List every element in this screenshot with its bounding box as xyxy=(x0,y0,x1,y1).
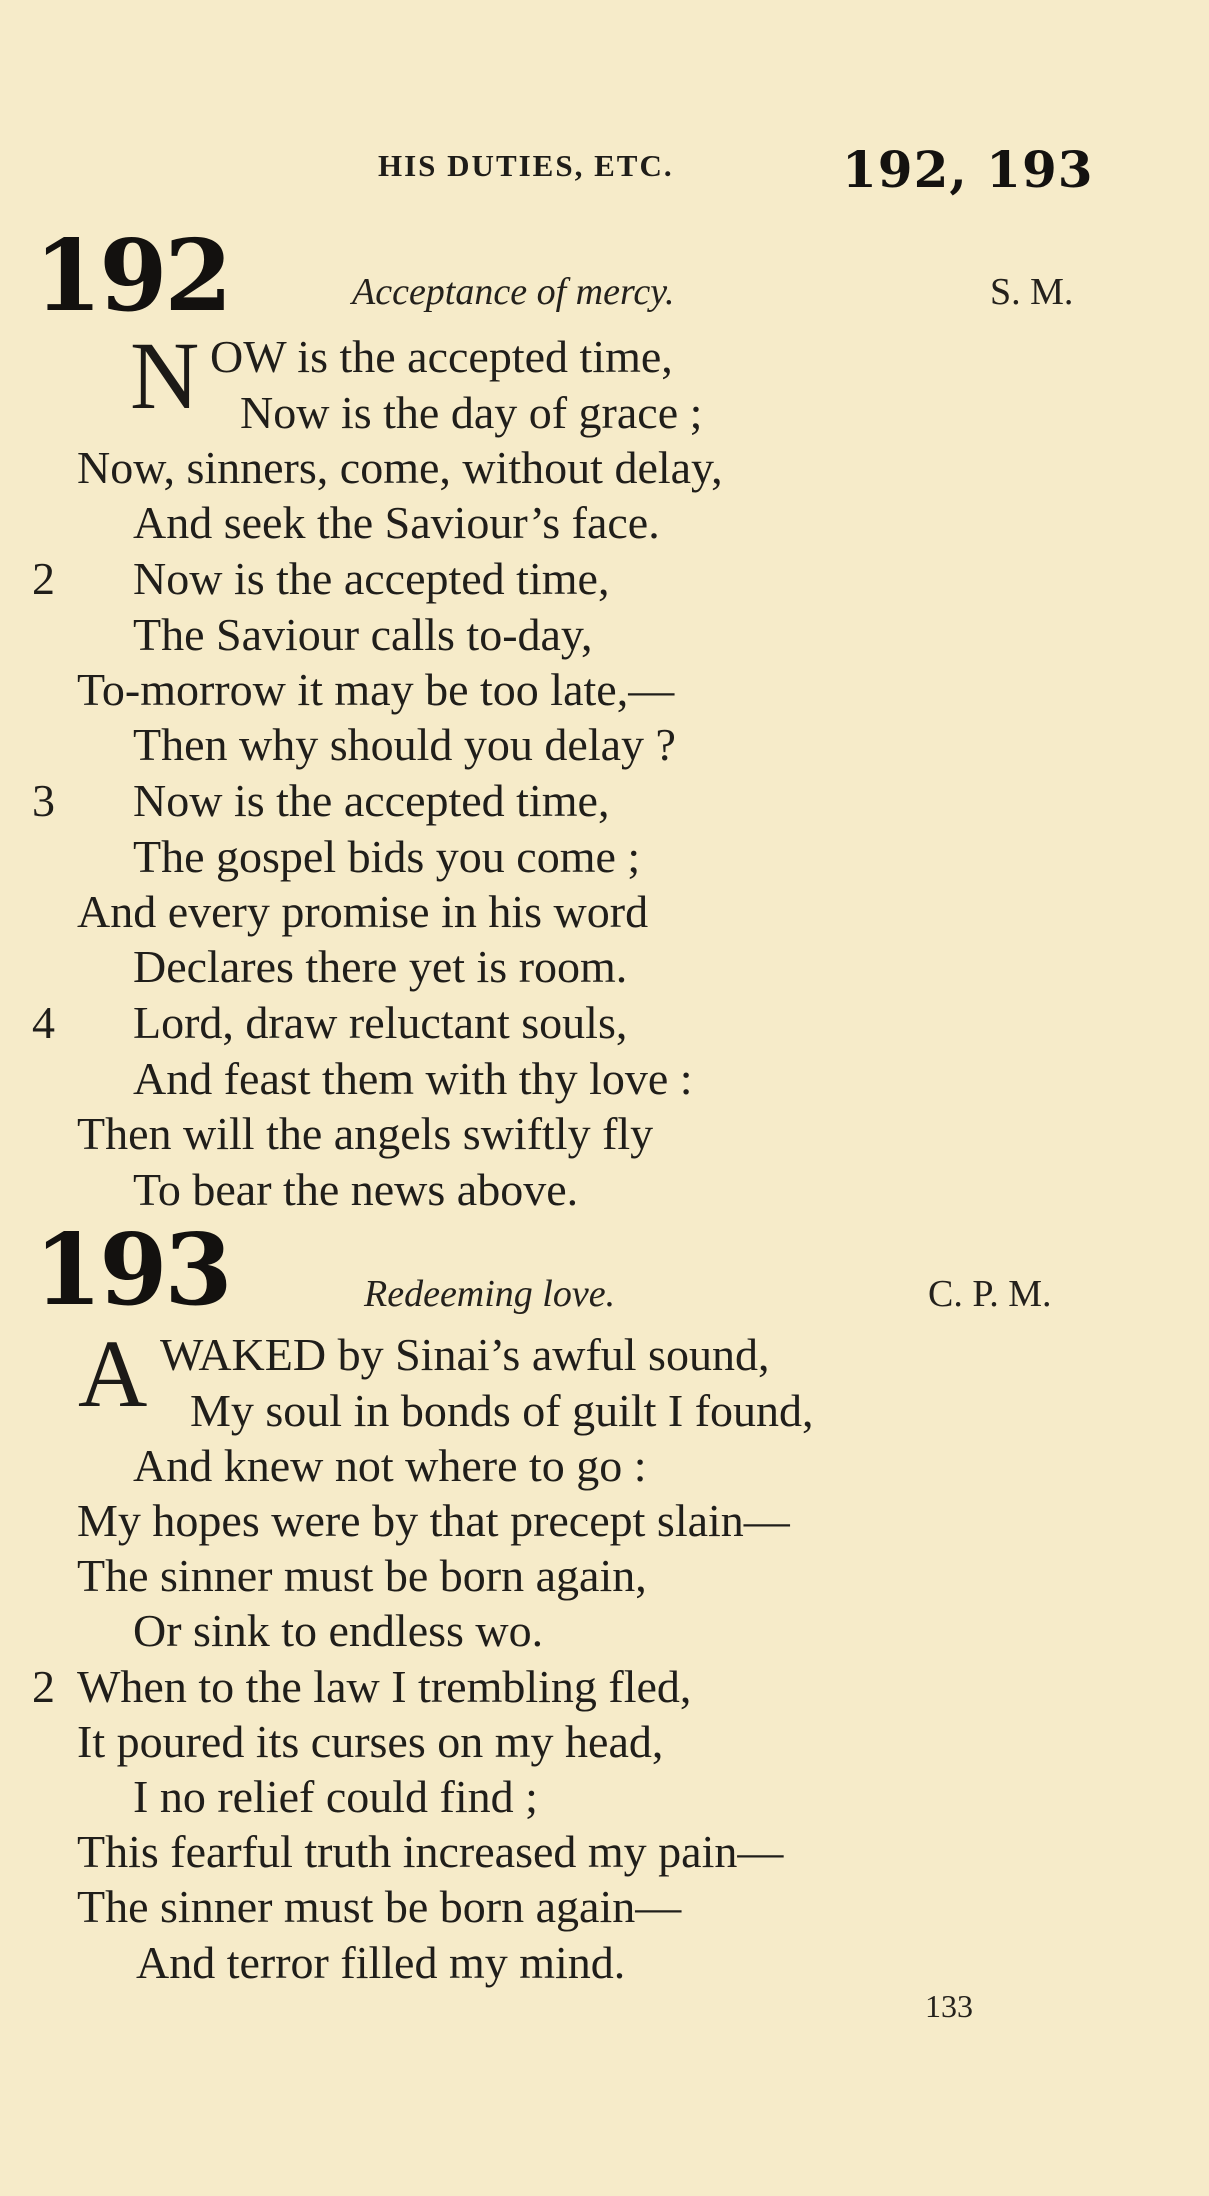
verse-line: The gospel bids you come ; xyxy=(133,831,641,882)
verse-line: WAKED by Sinai’s awful sound, xyxy=(160,1329,770,1380)
verse-line: And terror filled my mind. xyxy=(136,1937,626,1988)
verse-line: Lord, draw reluctant souls, xyxy=(133,997,628,1048)
verse-line: My soul in bonds of guilt I found, xyxy=(190,1385,814,1436)
drop-cap: A xyxy=(78,1320,148,1427)
verse-line: My hopes were by that precept slain— xyxy=(77,1495,790,1546)
verse-line: When to the law I trembling fled, xyxy=(77,1661,692,1712)
verse-line: OW is the accepted time, xyxy=(210,331,673,382)
hymn-title: Acceptance of mercy. xyxy=(352,271,675,313)
verse-line: Now is the day of grace ; xyxy=(240,387,703,438)
verse-line: Now is the accepted time, xyxy=(133,775,610,826)
verse-line: And knew not where to go : xyxy=(133,1440,647,1491)
verse-line: It poured its curses on my head, xyxy=(77,1716,664,1767)
hymn-title: Redeeming love. xyxy=(364,1273,616,1315)
verse-line: To-morrow it may be too late,— xyxy=(77,664,675,715)
hymn-number: 192 xyxy=(34,219,230,334)
verse-line: Now, sinners, come, without delay, xyxy=(77,442,723,493)
verse-line: And seek the Saviour’s face. xyxy=(133,497,660,548)
verse-number: 2 xyxy=(32,1661,55,1712)
verse-line: Then will the angels swiftly fly xyxy=(77,1108,654,1159)
verse-line: Declares there yet is room. xyxy=(133,941,628,992)
verse-line: To bear the news above. xyxy=(133,1164,579,1215)
verse-line: The Saviour calls to-day, xyxy=(133,609,593,660)
verse-number: 4 xyxy=(32,997,55,1048)
verse-line: Or sink to endless wo. xyxy=(133,1605,544,1656)
verse-line: This fearful truth increased my pain— xyxy=(77,1826,784,1877)
verse-line: And every promise in his word xyxy=(77,886,649,937)
verse-line: Then why should you delay ? xyxy=(133,719,676,770)
drop-cap: N xyxy=(130,322,200,429)
page-hymn-numbers: 192, 193 xyxy=(842,140,1094,199)
verse-number: 2 xyxy=(32,553,55,604)
page-folio: 133 xyxy=(925,1988,973,2024)
verse-line: The sinner must be born again— xyxy=(77,1881,682,1932)
hymn-meter: S. M. xyxy=(990,271,1074,313)
verse-line: The sinner must be born again, xyxy=(77,1550,647,1601)
verse-line: I no relief could find ; xyxy=(133,1771,538,1822)
hymn-number: 193 xyxy=(34,1213,230,1328)
verse-number: 3 xyxy=(32,775,55,826)
running-head: HIS DUTIES, ETC. xyxy=(378,148,674,183)
verse-line: And feast them with thy love : xyxy=(133,1053,693,1104)
hymn-meter: C. P. M. xyxy=(928,1273,1052,1315)
verse-line: Now is the accepted time, xyxy=(133,553,610,604)
